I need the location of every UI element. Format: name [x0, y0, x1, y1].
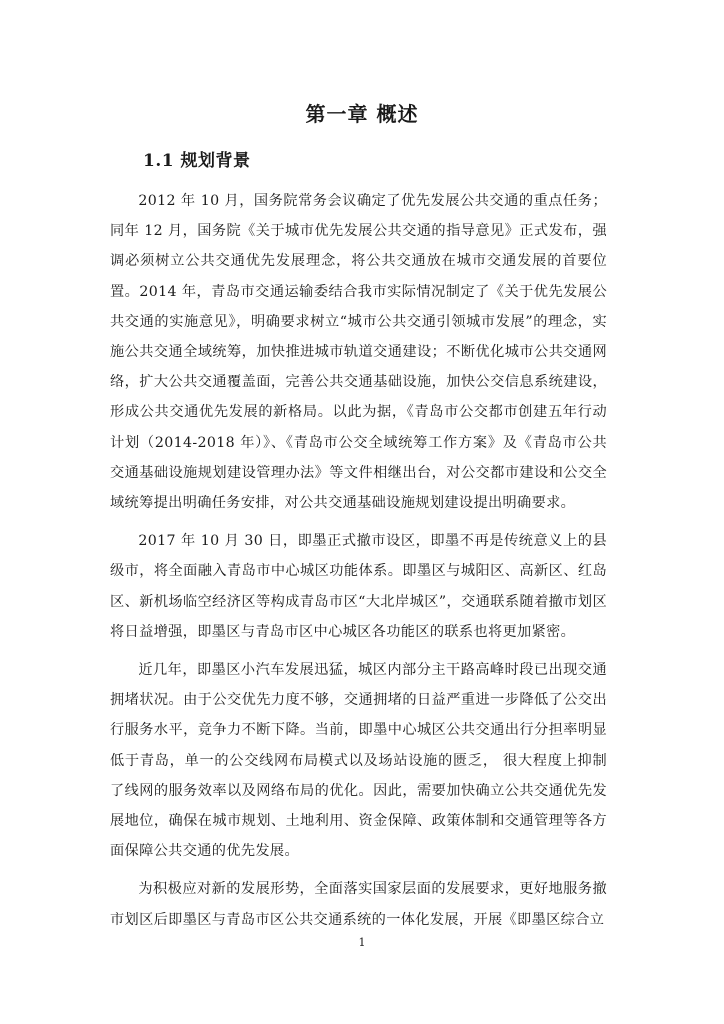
paragraph-policy-background: 2012 年 10 月，国务院常务会议确定了优先发展公共交通的重点任务；同年 12 月，国务院《关于城市优先发展公共交通的指导意见》正式发布，强调必须树立公共交通优先发展理念，将公共交通放在城市交通发展的首要位置。2014 年，青岛市交通运输委结合我市实际情况制定了《关于优先发展公共交通的实施意见》，明确要求树立“城市公共交通引领城市发展”的理念，实施公共交通全域统筹，加快推进城市轨道交通建设；不断优化城市公共交通网络，扩大公共交通覆盖面，完善公共交通基础设施，加快公交信息系统建设，形成公共交通优先发展的新格局。以此为据，《青岛市公交都市创建五年行动计划（2014-2018 年）》、《青岛市公交全域统筹工作方案》及《青岛市公共交通基础设施规划建设管理办法》等文件相继出台，对公交都市建设和公交全域统筹提出明确任务安排，对公共交通基础设施规划建设提出明确要求。	[110, 193, 607, 512]
section-heading: 1.1 规划背景	[143, 151, 251, 171]
page-number: 1	[358, 936, 366, 949]
chapter-title: 第一章 概述	[305, 102, 419, 126]
paragraph-planning-purpose: 为积极应对新的发展形势，全面落实国家层面的发展要求，更好地服务撤市划区后即墨区与青岛市区公共交通系统的一体化发展，开展《即墨区综合立	[110, 881, 607, 928]
paragraph-district-change: 2017 年 10 月 30 日，即墨正式撤市设区，即墨不再是传统意义上的县级市，将全面融入青岛市中心城区功能体系。即墨区与城阳区、高新区、红岛区、新机场临空经济区等构成青岛市区“大北岸城区”，交通联系随着撤市划区将日益增强，即墨区与青岛市区中心城区各功能区的联系也将更加紧密。	[110, 533, 607, 640]
body-text	[110, 186, 607, 943]
paragraph-current-issues: 近几年，即墨区小汽车发展迅猛，城区内部分主干路高峰时段已出现交通拥堵状况。由于公交优先力度不够，交通拥堵的日益严重进一步降低了公交出行服务水平，竞争力不断下降。当前，即墨中心城区公共交通出行分担率明显低于青岛，单一的公交线网布局模式以及场站设施的匮乏， 很大程度上抑制了线网的服务效率以及网络布局的优化。因此，需要加快确立公共交通优先发展地位，确保在城市规划、土地利用、资金保障、政策体制和交通管理等各方面保障公共交通的优先发展。	[110, 662, 607, 860]
